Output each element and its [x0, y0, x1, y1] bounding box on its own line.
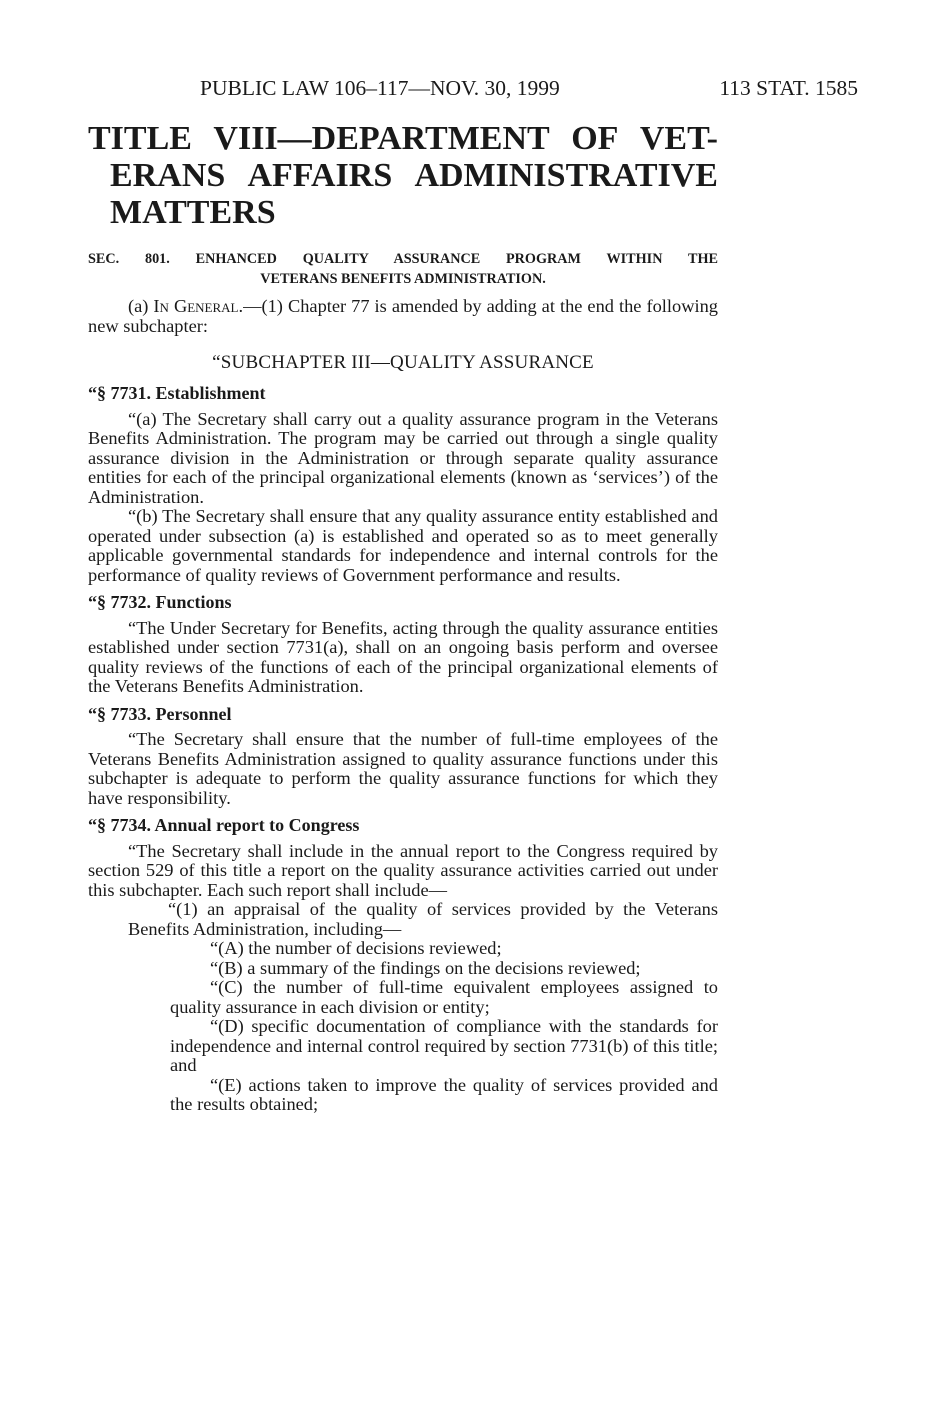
section-7734: [88, 816, 718, 1115]
paragraph: “(a) The Secretary shall carry out a quality assurance program in the Veterans Benefits Administration. The program may be carried out through a single quality assurance division in the Administration or through separate quality assurance entities for each of the principal organizational elements (known as ‘services’) of the Administration.: [88, 408, 718, 507]
section-7734-heading: “§ 7734. Annual report to Congress: [88, 815, 360, 835]
list-item: “(B) a summary of the findings on the decisions reviewed;: [210, 957, 641, 978]
paragraph: “The Secretary shall ensure that the number of full-time employees of the Veterans Benefits Administration assigned to quality assurance functions under this subchapter is adequate to perform the quality assurance functions for which they have responsibility.: [88, 729, 718, 808]
section-7732: [88, 593, 718, 697]
list-item: “(A) the number of decisions reviewed;: [210, 938, 502, 958]
title-line-2: [88, 157, 718, 194]
paragraph: “The Under Secretary for Benefits, acting through the quality assurance entities established under section 7731(a), shall on an ongoing basis perform and oversee quality reviews of the functions of each of the principal organizational elements of the Veterans Benefits Administration.: [88, 617, 718, 696]
title-line-3: MATTERS: [110, 194, 276, 231]
title-word: TITLE: [88, 120, 192, 157]
running-head: PUBLIC LAW 106–117—NOV. 30, 1999: [200, 76, 560, 100]
title-word: ERANS: [110, 157, 226, 194]
title-heading: [88, 120, 718, 231]
section-7733-heading: “§ 7733. Personnel: [88, 703, 232, 724]
list-item: “(E) actions taken to improve the quality of services provided and the results obtained;: [170, 1074, 718, 1114]
title-word: OF: [571, 120, 619, 157]
title-word: VET-: [639, 120, 718, 157]
title-line-1: [88, 120, 718, 157]
section-7733: [88, 705, 718, 809]
list-item: “(1) an appraisal of the quality of services provided by the Veterans Benefits Administration, including—: [128, 899, 718, 939]
section-heading: [88, 249, 718, 289]
subsection-a: (a) In General.—(1) Chapter 77 is amended by adding at the end the following new subchapter:: [88, 296, 718, 336]
section-heading-line-2: VETERANS BENEFITS ADMINISTRATION.: [260, 271, 546, 287]
list-item: “(C) the number of full-time equivalent employees assigned to quality assurance in each division or entity;: [170, 977, 718, 1017]
subsection-a-label: In General: [153, 296, 239, 316]
page-header: [88, 72, 858, 108]
title-word: VIII—DEPARTMENT: [213, 120, 550, 157]
paragraph: “(b) The Secretary shall ensure that any quality assurance entity established and operated under subsection (a) is established and operated so as to meet generally applicable governmental standards for independence and internal controls for the performance of quality reviews of Government performance and results.: [88, 506, 718, 585]
section-7731-heading: “§ 7731. Establishment: [88, 383, 266, 403]
section-7732-heading: “§ 7732. Functions: [88, 592, 232, 612]
section-body: [88, 297, 718, 336]
statute-reference: 113 STAT. 1585: [719, 76, 858, 100]
title-word: ADMINISTRATIVE: [414, 157, 718, 194]
title-word: AFFAIRS: [247, 157, 393, 194]
list-item: “(D) specific documentation of compliance with the standards for independence and internal control required by section 7731(b) of this title; and: [170, 1016, 718, 1075]
section-heading-line-1: SEC. 801. ENHANCED QUALITY ASSURANCE PROGRAM WITHIN THE: [88, 251, 718, 267]
subchapter-title: “SUBCHAPTER III—QUALITY ASSURANCE: [212, 352, 594, 373]
document-page: [88, 72, 858, 1115]
paragraph: “The Secretary shall include in the annual report to the Congress required by section 529 of this title a report on the quality assurance activities carried out under this subchapter. Each such report shall include—: [88, 840, 718, 900]
section-7731: [88, 384, 718, 585]
